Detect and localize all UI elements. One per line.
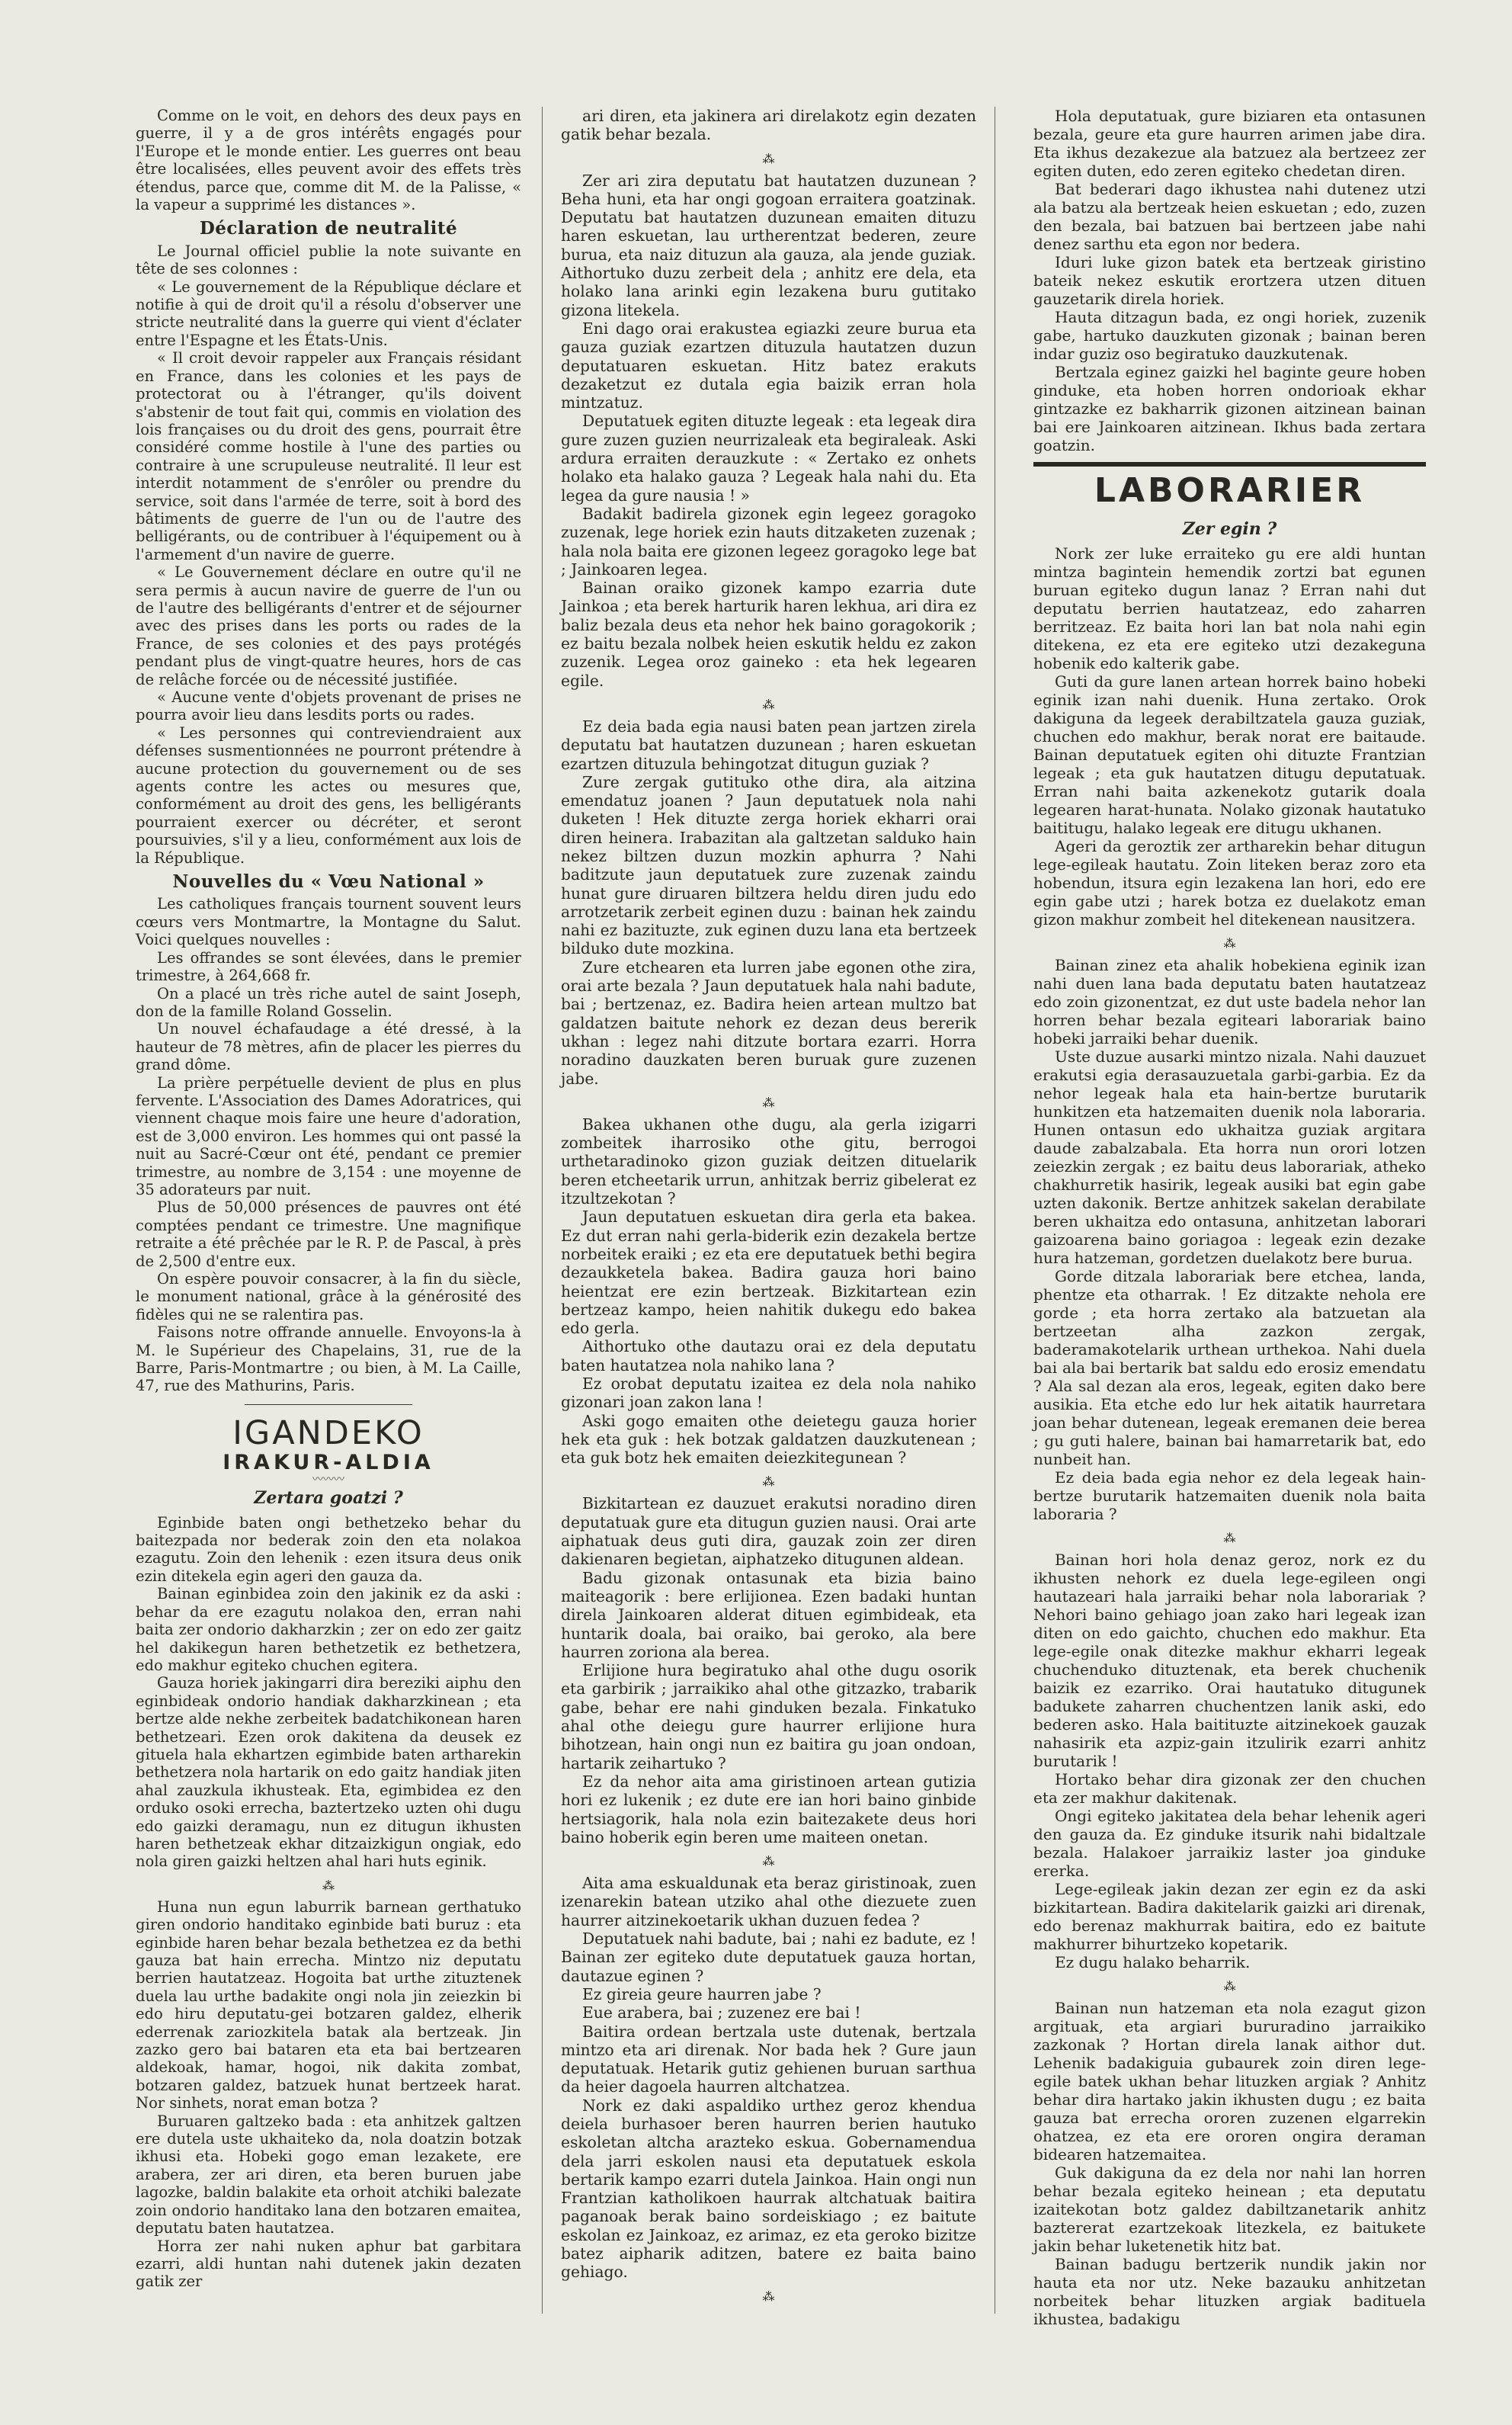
article-heading: Zer egin ?: [1182, 519, 1277, 539]
paragraph: Le Journal officiel publie la note suivante en tête de ses colonnes :: [136, 242, 521, 278]
paragraph: Bainan hori hola denaz geroz, nork ez du ikhusten nehork ez duela lege-egileen ongi hautazeari hala jarraiki behar nola laborariak ? Nehori baino gehiago joan zako hari legeak izan diten on edo gaichto, chuchen edo makhur. Eta lege-egile onak ditezke makhur ekharri legeak chuchenduko dituztenak, eta berek chuchenik baizik ez ezarriko. Orai hautatuko ditugunek badukete zaharren chuchentzen lanik aski, edo bederen asko. Hala baitituzte aitzinekoek gauzak nahasirik eta azpiz-gain itzulirik ezarri anhitz burutarik !: [1033, 1551, 1426, 1770]
paragraph: Nork ez daki aspaldiko urthez geroz khendua deiela burhasoer beren haurren berien hautuko eskoletan altcha arazteko eskua. Gobernamendua dela jarri eskolen nausi eta deputatuek eskola bertarik kampo ezarri dutela Jainkoa. Hain ongi nun Frantzian katholikoen haurrak altchatuak baitira paganoak berak baino sordeiskiago ; ez baitute eskolan ez Jainkoaz, ez arimaz, ez eta geroko bizitze batez aipharik aditzen, batere ez baita baino gehiago.: [561, 2096, 976, 2282]
paragraph: Iduri luke gizon batek eta bertzeak giristino bateik nekez eskutik erortzera utzen dituen gauzetarik direla horiek.: [1033, 253, 1426, 308]
paragraph: Bainan eginbidea zoin den jakinik ez da aski : behar da ere ezagutu nolakoa den, erran nahi baita zer ondorio dakharzkin ; zer on edo zer gaitz hel dakikegun haren bethetzetik ez bethetzera, edo makhur egiteko chuchen egitera.: [136, 1585, 521, 1674]
paragraph: « Le gouvernement de la République déclare et notifie à qui de droit qu'il a résolu d'observer une stricte neutralité dans la guerre qui vient d'éclater entre l'Espagne et les États-Unis.: [136, 277, 521, 349]
paragraph: Bainan zinez eta ahalik hobekiena eginik izan nahi duen lana bada deputatu baten hautatzeaz edo zoin gizonentzat, ez dut uste badela nehor lan horren behar bezala egiteari laborariak baino hobeki jarraiki behar duenik.: [1033, 956, 1426, 1047]
paragraph: Comme on le voit, en dehors des deux pays en guerre, il y a de gros intérêts engagés pour l'Europe et le monde entier. Les guerres ont beau être localisées, elles peuvent avoir des effets très étendus, parce que, comme dit M. de la Palisse, « la vapeur a supprimé les distances ».: [136, 107, 521, 214]
paragraph: Ez gireia geure haurren jabe ?: [582, 1984, 822, 2003]
paragraph: Aithortuko othe dautazu orai ez dela deputatu baten hautatzea nola nahiko lana ?: [561, 1337, 976, 1374]
heavy-rule: [1033, 462, 1426, 467]
paragraph: Badu gizonak ontasunak eta bizia baino maiteagorik : bere erlijionea. Ezen badaki huntan direla Jainkoaren alderat dituen egimbideak, eta huntarik doala, bai oraiko, bai geroko, ala bere haurren zoriona ala berea.: [561, 1568, 976, 1661]
asterism-ornament: ⁂: [322, 1878, 335, 1893]
paragraph: Eue arabera, bai ; zuzenez ere bai !: [582, 2003, 861, 2022]
paragraph: On a placé un très riche autel de saint Joseph, don de la famille Roland Gosselin.: [136, 984, 521, 1020]
paragraph: Bertzala eginez gaizki hel baginte geure hoben ginduke, eta hoben horren ondorioak ekhar gintzazke ez bakharrik gizonen aitzinean bainan bai ere Jainkoaren aitzinean. Ikhus bada zertara goatzin.: [1033, 363, 1426, 454]
paragraph: Bainan nun hatzeman eta nola ezagut gizon argituak, eta argiari bururadino jarraikiko zazkonak ? Hortan direla lanak aithor dut. Lehenik badakiguia gubaurek zoin diren lege-egile batek ukhan behar lituzken argiak ? Anhitz behar dira hartako jakin ikhusten dugu ; ez baita gauza bat errecha ororen zuzenen elgarrekin ohatzea, ez eta ere ororen ongira deraman bidearen hatzemaitea.: [1033, 1999, 1426, 2164]
paragraph: Badakit badirela gizonek egin legeez goragoko zuzenak, lege horiek ezin hauts ditzaketen zuzenak ; hala nola baita ere gizonen legeez goragoko lege bat ; Jainkoaren legea.: [561, 504, 976, 579]
paragraph: Gauza horiek jakingarri dira bereziki aiphu den eginbideak ondorio handiak dakharzkinean ; eta bertze alde nekhe zerbeitek badatchikonean haren bethetzeari. Ezen orok dakitena da deusek ez gituela hala ekhartzen egimbide baten artharekin bethetzera nola hartarik on edo gaitz handiak jiten ahal zauzkula ikhusteak. Eta, egimbidea ez den orduko osoki errecha, baztertzeko uzten ohi dugu edo gaizki deramagu, nun ez ditugun ikhusten haren bethetzeak ekhar ditzaizkigun ongiak, edo nola giren gaizki heltzen ahal hari huts eginik.: [136, 1674, 521, 1871]
paragraph: On espère pouvoir consacrer, à la fin du siècle, le monument national, grâce à la générosité des fidèles qui ne se ralentira pas.: [136, 1270, 521, 1323]
column-3: [1033, 107, 1426, 2328]
paragraph: Les catholiques français tournent souvent leurs cœurs vers Montmartre, la Montagne du Salut. Voici quelques nouvelles :: [136, 895, 521, 949]
paragraph: Erlijione hura begiratuko ahal othe dugu osorik eta garbirik ; jarraikiko ahal othe gitzazko, trabarik gabe, behar ere nahi ginduken bezala. Finkatuko ahal othe deiegu gure haurrer erlijione hura bihotzean, hain ongi nun ez baitira gu joan ondoan, hartarik zeihartuko ?: [561, 1661, 976, 1772]
asterism-ornament: ⁂: [762, 151, 775, 166]
paragraph: Un nouvel échafaudage a été dressé, à la hauteur de 78 mètres, afin de placer les pierres du grand dôme.: [136, 1020, 521, 1074]
paragraph: Buruaren galtzeko bada : eta anhitzek galtzen ere dutela uste ukhaiteko da, nola doatzin botzak ikhusi eta. Hobeki gogo eman lezakete, ere arabera, zer ari diren, eta beren buruen jabe lagozke, baldin balakite eta orhoit atchiki balezate zoin ondorio handitako lana den botzaren emaitea, deputatu baten hautatzea.: [136, 2112, 521, 2237]
paragraph: « Les personnes qui contreviendraient aux défenses susmentionnées ne pourront prétendre à aucune protection du gouvernement ou de ses agents contre les actes ou mesures que, conformément au droit des gens, les belligérants pourraient exercer ou décréter, et seront poursuivies, s'il y a lieu, conformément aux lois de la République.: [136, 723, 521, 867]
asterism-ornament: ⁂: [762, 1095, 775, 1110]
paragraph: Guk dakiguna da ez dela nor nahi lan horren behar bezala egiteko heinean ; eta deputatu izaitekotan botz galdez dabiltzanetarik anhitz baztererat ezartzekoak litezkela, ez baitukete jakin behar luketenetik hitz bat.: [1033, 2164, 1426, 2255]
section-heading: Nouvelles du « Vœu National »: [172, 871, 485, 893]
paragraph: La prière perpétuelle devient de plus en plus fervente. L'Association des Dames Adoratrices, qui viennent chaque mois faire une heure d'adoration, est de 3,000 environ. Les hommes qui ont passé la nuit au Sacré-Cœur ont été, pendant ce premier trimestre, au nombre de 3,154 : une moyenne de 35 adorateurs par nuit.: [136, 1073, 521, 1198]
paragraph: Ez orobat deputatu izaitea ez dela nola nahiko gizonari joan zakon lana !: [561, 1374, 976, 1412]
paragraph: Zer ari zira deputatu bat hautatzen duzunean ? Beha huni, eta har ongi gogoan erraitera goatzinak. Deputatu bat hautatzen duzunean emaiten dituzu haren eskuetan, lau urtherentzat bederen, zeure burua, eta naiz dituzun ala gauza, ala jende guziak. Aithortuko duzu zerbeit dela ; anhitz ere dela, eta holako lana arinki egin lezakena buru gutitako gizona litekela.: [561, 171, 976, 319]
ornament: 〰〰〰: [312, 1474, 344, 1487]
asterism-ornament: ⁂: [762, 2289, 775, 2304]
paragraph: Aski gogo emaiten othe deietegu gauza horier hek eta guk : hek botzak galdatzen dauzkutenean ; eta guk botz hek emaiten deiezkitegunean ?: [561, 1411, 976, 1468]
feature-subtitle: IRAKUR-ALDIA: [223, 1450, 434, 1474]
paragraph: Les offrandes se sont élevées, dans le premier trimestre, à 264,668 fr.: [136, 948, 521, 985]
asterism-ornament: ⁂: [1223, 936, 1236, 951]
paragraph: Bainan badugu bertzerik nundik jakin nor hauta eta nor utz. Neke bazauku anhitzetan norbeitek behar lituzken argiak badituela ikhustea, badakigu: [1033, 2255, 1426, 2328]
paragraph: Deputatuek egiten dituzte legeak : eta legeak dira gure zuzen guzien neurrizaleak eta begiraleak. Aski ardura erraiten derauzkute : « Zertako ez onhets holako eta halako gauza ? Legeak hala nahi du. Eta legea da gure nausia ! »: [561, 412, 976, 505]
paragraph: Bat bederari dago ikhustea nahi dutenez utzi ala batzu ala bertzeak heien eskuetan ; edo, zuzen den bezala, bai batzuen bai bertzeen jabe nahi denez sarthu eta egon nor bedera.: [1033, 180, 1426, 253]
paragraph: Zure etchearen eta lurren jabe egonen othe zira, orai arte bezala ? Jaun deputatuek hala nahi badute, bai ; bertzenaz, ez. Badira heien artean multzo bat galdatzen baitute nehork ez dezan deus bererik ukhan : legez nahi ditzute bortara ezarri. Horra noradino dauzkaten beren buruak gure zuzenen jabe.: [561, 957, 976, 1088]
column-2: [561, 107, 976, 2309]
paragraph: ari diren, eta jakinera ari direlakotz egin dezaten gatik behar bezala.: [561, 107, 976, 144]
asterism-ornament: ⁂: [762, 697, 775, 712]
separator-line: [245, 1404, 412, 1405]
column-1: [136, 107, 521, 2291]
paragraph: Deputatuek nahi badute, bai ; nahi ez badute, ez ! Bainan zer egiteko dute deputatuek gauza hortan, dautazue eginen ?: [561, 1929, 976, 1985]
paragraph: Horra zer nahi nuken aphur bat garbitara ezarri, aldi huntan nahi dutenek jakin dezaten gatik zer: [136, 2237, 521, 2291]
paragraph: Baitira ordean bertzala uste dutenak, bertzala mintzo eta ari direnak. Nor bada hek ? Gure jaun deputatuak. Hetarik gutiz gehienen buruan sarthua da heier dagoela haurren altchatzea.: [561, 2022, 976, 2096]
paragraph: « Il croit devoir rappeler aux Français résidant en France, dans les colonies et les pays de protectorat ou à l'étranger, qu'ils doivent s'abstenir de tout fait qui, commis en violation des lois françaises ou du droit des gens, pourrait être considéré comme hostile à l'une des parties ou contraire à une scrupuleuse neutralité. Il leur est interdit notamment de s'enrôler ou prendre du service, soit dans l'armée de terre, soit à bord des bâtiments de guerre de l'un ou de l'autre des belligérants, ou de contribuer à l'équipement ou à l'armement d'un navire de guerre.: [136, 349, 521, 563]
paragraph: Ez dugu halako beharrik.: [1055, 1953, 1251, 1971]
paragraph: Bizkitartean ez dauzuet erakutsi noradino diren deputatuak gure eta ditugun guzien nausi. Orai arte aiphatuak deus guti dira, gauzak zoin zer diren dakienaren begietan, aiphatzeko ditugunen aldean.: [561, 1494, 976, 1569]
paragraph: « Aucune vente d'objets provenant de prises ne pourra avoir lieu dans lesdits ports ou rades.: [136, 688, 521, 724]
asterism-ornament: ⁂: [1223, 1531, 1236, 1545]
paragraph: Faisons notre offrande annuelle. Envoyons-la à M. le Supérieur des Chapelains, 31, rue de la Barre, Paris-Montmartre ; ou bien, à M. La Caille, 47, rue des Mathurins, Paris.: [136, 1323, 521, 1395]
column-divider: [542, 107, 543, 2314]
article-heading: Zertara goatzi ?: [254, 1488, 403, 1509]
paragraph: Nork zer luke erraiteko gu ere aldi huntan mintza bagintein hemendik zortzi bat egunen buruan egiteko dugun lanaz ? Erran nahi dut deputatu berrien hautatzeaz, edo zaharren berritzeaz. Ez baita hori lan bat nola nahi egin ditekena, ez eta ere egiteko utzi dezakeguna hobenik edo kalterik gabe.: [1033, 544, 1426, 672]
paragraph: Zure zergak gutituko othe dira, ala aitzina emendatuz joanen ? Jaun deputatuek nola nahi duketen ! Hek dituzte zerga horiek ekharri orai diren heinera. Irabazitan ala galtzetan salduko hain nekez biltzen duzun mozkin aphurra ? Nahi baditzute jaun deputatuek zure zuzenak zaindu hunat gure diruaren biltzera heldu diren judu edo arrotzetarik zerbeit eginen duzu : bainan hek zaindu nahi ez bazituzte, zuk eginen duzu lana eta bertzeek bilduko dute mozkina.: [561, 772, 976, 958]
paragraph: Hola deputatuak, gure biziaren eta ontasunen bezala, geure eta gure haurren arimen jabe dira. Eta ikhus dezakezue ala batzuez ala bertzeez zer egiten duten, edo zeren egiteko chedetan diren.: [1033, 107, 1426, 180]
paragraph: Bakea ukhanen othe dugu, ala gerla izigarri zombeitek iharrosiko othe gitu, berrogoi urthetaradinoko gizon guziak deitzen dituelarik beren etcheetarik urrun, anhitzak berriz gibelerat ez itzultzekotan ?: [561, 1115, 976, 1208]
paragraph: « Le Gouvernement déclare en outre qu'il ne sera permis à aucun navire de guerre de l'un ou de l'autre des belligérants d'entrer et de séjourner avec des prises dans les ports ou rades de la France, de ses colonies et des pays protégés pendant plus de vingt-quatre heures, hors de cas de relâche forcée ou de nécessité justifiée.: [136, 563, 521, 688]
paragraph: Ongi egiteko jakitatea dela behar lehenik ageri den gauza da. Ez ginduke itsurik nahi bidaltzale bezala. Halakoer jarraikiz laster joa ginduke ererka.: [1033, 1807, 1426, 1880]
paragraph: Eginbide baten ongi bethetzeko behar du baitezpada nor bederak zoin den eta nolakoa ezagutu. Zoin den lehenik : ezen itsura deus onik ezin ditekela egin ageri den gauza da.: [136, 1513, 521, 1585]
paragraph: Bainan oraiko gizonek kampo ezarria dute Jainkoa ; eta berek harturik haren lekhua, ari dira ez baliz bezala deus eta nehor hek baino goragokorik ; ez baitu bezala nolbek heien eskutik heldu ez zakon zuzenik. Legea oroz gaineko : eta hek legearen egile.: [561, 579, 976, 690]
paragraph: Uste duzue ausarki mintzo nizala. Nahi dauzuet erakutsi egia derasauzuetala garbi-garbia. Ez da nehor legeak hala eta hain-bertze burutarik hunkitzen eta hatzemaiten duenik nola laboraria. Hunen ontasun edo ukhaitza guziak argitara daude zabalzabala. Eta horra nun orori lotzen zeiezkin zergak ; ez baitu deus laborariak, atheko chakhurretik hasirik, legeak ausiki bat egin gabe uzten dakonik. Bertze anhitzek sakelan derabilate beren ukhaitza edo ontasuna, anhitzetan laborari gaizoarena baino goriagoa : legeak ezin dezake hura hatzeman, gordetzen duelakotz bere burua.: [1033, 1047, 1426, 1267]
paragraph: Lege-egileak jakin dezan zer egin ez da aski bizkitartean. Badira dakitelarik gaizki ari direnak, edo berenaz makhurrak baitira, edo ez baitute makhurrer bihurtzeko kopetarik.: [1033, 1880, 1426, 1953]
feature-title: IGANDEKO: [232, 1413, 424, 1452]
paragraph: Ez deia bada egia nehor ez dela legeak hain-bertze burutarik hatzemaiten duenik nola baita laboraria ?: [1033, 1468, 1426, 1523]
paragraph: Ez da nehor aita ama giristinoen artean gutizia hori ez lukenik ; ez dute ere ian hori baino ginbide hertsiagorik, hala nola ezin baitezakete deus hori baino hoberik egin beren ume maiteen onetan.: [561, 1772, 976, 1846]
paragraph: Plus de 50,000 présences de pauvres ont été comptées pendant ce trimestre. Une magnifique retraite a été prêchée par le R. P. de Pascal, à près de 2,500 d'entre eux.: [136, 1198, 521, 1270]
paragraph: Ageri da geroztik zer artharekin behar ditugun lege-egileak hautatu. Zoin liteken beraz zoro eta hobendun, itsura egin lezakena lan hori, edo ere egin gabe utzi ; harek botza ez duelakotz eman gizon makhur zombeit hel ditekenean nausitzera.: [1033, 837, 1426, 929]
paragraph: Hortako behar dira gizonak zer den chuchen eta zer makhur dakitenak.: [1033, 1770, 1426, 1807]
asterism-ornament: ⁂: [1223, 1979, 1236, 1994]
asterism-ornament: ⁂: [762, 1854, 775, 1869]
paragraph: Aita ama eskualdunak eta beraz giristinoak, zuen izenarekin batean utziko ahal othe diezuete zuen haurrer aitzinekoetarik ukhan duzuen fedea ?: [561, 1874, 976, 1929]
paragraph: Gorde ditzala laborariak bere etchea, landa, phentze eta otharrak. ! Ez ditzakte nehola ere gorde ; eta horra zertako ala batzuetan ala bertzeetan alha zazkon zergak, baderamakotelarik urthean urthekoa. Nahi duela bai ala bai bertarik bat saldu edo erosiz emendatu ? Ala sal dezan ala eros, legeak, egiten dako bere ausikia. Eta etche edo lur hek aitatik haurretara joan behar dutenean, legeak eremanen deie berea ; gu guti halere, bainan bai hamarretarik bat, edo nunbeit han.: [1033, 1267, 1426, 1468]
paragraph: Ez deia bada egia nausi baten pean jartzen zirela deputatu bat hautatzen duzunean ; haren eskuetan ezartzen dituzula behingotzat ditugun guziak ?: [561, 717, 976, 773]
paragraph: Jaun deputatuen eskuetan dira gerla eta bakea. Ez dut erran nahi gerla-biderik ezin dezakela bertze norbeitek eraiki ; ez eta ere deputatuek bethi begira dezaukketela bakea. Badira gauza hori baino heientzat ere ezin bertzeak. Bizkitartean ezin bertzeaz kampo, heien nahitik dukegu edo bakea edo gerla.: [561, 1208, 976, 1338]
paragraph: Guti da gure lanen artean horrek baino hobeki eginik izan nahi duenik. Huna zertako. Orok dakiguna da legeek derabiltzatela gauza guziak, chuchen edo makhur, berak norat ere baitaude. Bainan deputatuek egiten ohi dituzte Frantzian legeak ; eta guk hautatzen ditugu deputatuak. Erran nahi baita azkenekotz gutarik doala legearen harat-hunata. Nolako gizonak hautatuko baititugu, halako legeak ere ditugu ukhanen.: [1033, 672, 1426, 837]
section-heading: Déclaration de neutralité: [199, 218, 458, 239]
paragraph: Hauta ditzagun bada, ez ongi horiek, zuzenik gabe, hartuko dauzkuten gizonak ; bainan beren indar guziz oso begiratuko dauzkutenak.: [1033, 308, 1426, 363]
paragraph: Eni dago orai erakustea egiazki zeure burua eta gauza guziak ezartzen dituzula hautatzen duzun deputatuaren eskuetan. Hitz batez erakuts dezaketzut ez dutala egia baizik erran hola mintzatuz.: [561, 319, 976, 412]
asterism-ornament: ⁂: [762, 1474, 775, 1490]
section-title: LABORARIER: [1094, 471, 1366, 510]
paragraph: Huna nun egun laburrik barnean gerthatuko giren ondorio handitako eginbide bati buruz : eta eginbide haren behar bezala bethetzea ez da bethi gauza bat hain errecha. Mintzo niz deputatu berrien hautatzeaz. Hogoita bat urthe zituztenek duela lau urthe badakite ongi nola jin zeiezkin bi edo hiru deputatu-gei botzaren galdez, elherik ederrenak zariozkitela batak ala bertzeak. Jin zazko gero bai bataren eta eta bai bertzearen aldekoak, hamar, hogoi, nik dakita zombat, botzaren galdez, batzuek hunat bertzeek harat. Nor sinhets, norat eman botza ?: [136, 1897, 521, 2112]
